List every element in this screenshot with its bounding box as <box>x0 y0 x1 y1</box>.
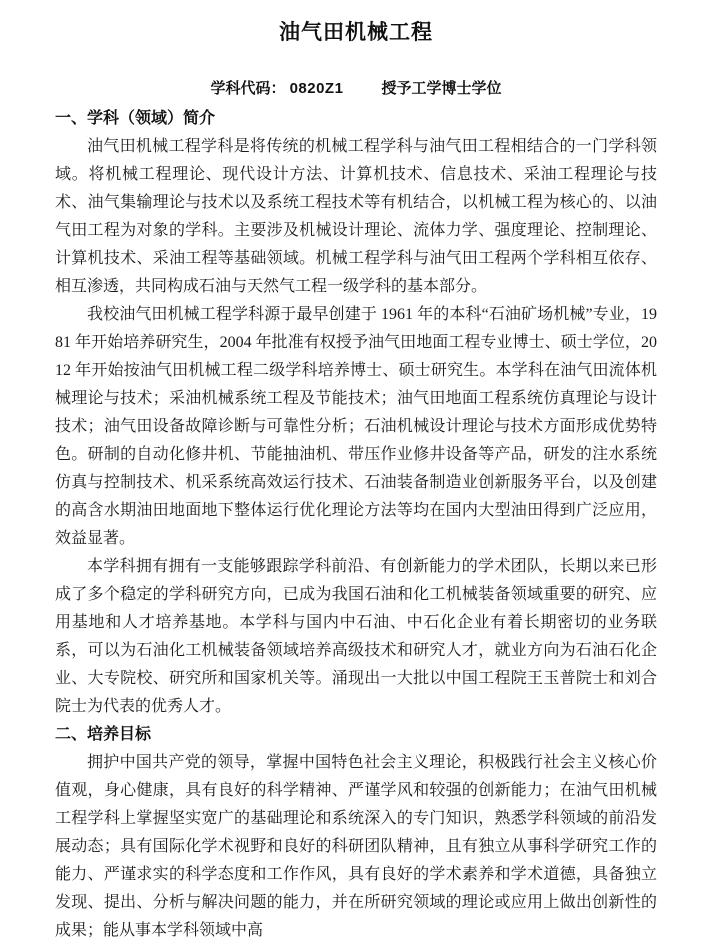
section-intro <box>55 105 657 721</box>
subject-code-value: 0820Z1 <box>289 80 344 97</box>
section-goals <box>55 721 657 945</box>
subject-code-label: 学科代码： <box>210 80 286 97</box>
section-heading-goals: 二、培养目标 <box>55 726 152 743</box>
section-heading-intro: 一、学科（领域）简介 <box>55 110 216 127</box>
degree-meta-line <box>55 78 657 99</box>
paragraph-intro-3: 本学科拥有拥有一支能够跟踪学科前沿、有创新能力的学术团队，长期以来已形成了多个稳定的学科研究方向，已成为我国石油和化工机械装备领域重要的研究、应用基地和人才培养基地。本学科与国内中石油、中石化企业有着长期密切的业务联系，可以为石油化工机械装备领域培养高级技术和研究人才，就业方向为石油石化企业、大专院校、研究所和国家机关等。涌现出一大批以中国工程院王玉普院士和刘合院士为代表的优秀人才。 <box>55 558 657 715</box>
document-title: 油气田机械工程 <box>279 21 433 44</box>
paragraph-intro-2: 我校油气田机械工程学科源于最早创建于 1961 年的本科“石油矿场机械”专业，1981 年开始培养研究生，2004 年批准有权授予油气田地面工程专业博士、硕士学位，2012 年开始按油气田机械工程二级学科培养博士、硕士研究生。本学科在油气田流体机械理论与技术；采油机械系统工程及节能技术；油气田地面工程系统仿真理论与设计技术；油气田设备故障诊断与可靠性分析；石油机械设计理论与技术方面形成优势特色。研制的自动化修井机、节能抽油机、带压作业修井设备等产品，研发的注水系统仿真与控制技术、机采系统高效运行技术、石油装备制造业创新服务平台，以及创建的高含水期油田地面地下整体运行优化理论方法等均在国内大型油田得到广泛应用，效益显著。 <box>55 306 657 547</box>
degree-awarded-text: 授予工学博士学位 <box>381 80 502 97</box>
paragraph-intro-1: 油气田机械工程学科是将传统的机械工程学科与油气田工程相结合的一门学科领域。将机械工程理论、现代设计方法、计算机技术、信息技术、采油工程理论与技术、油气集输理论与技术以及系统工程技术等有机结合，以机械工程为核心的、以油气田工程为对象的学科。主要涉及机械设计理论、流体力学、强度理论、控制理论、计算机技术、采油工程等基础领域。机械工程学科与油气田工程两个学科相互依存、相互渗透，共同构成石油与天然气工程一级学科的基本部分。 <box>55 138 657 295</box>
paragraph-goals-1: 拥护中国共产党的领导，掌握中国特色社会主义理论，积极践行社会主义核心价值观，身心健康，具有良好的科学精神、严谨学风和较强的创新能力；在油气田机械工程学科上掌握坚实宽广的基础理论和系统深入的专门知识，熟悉学科领域的前沿发展动态；具有国际化学术视野和良好的科研团队精神，且有独立从事科学研究工作的能力、严谨求实的科学态度和工作作风，具有良好的学术素养和学术道德，具备独立发现、提出、分析与解决问题的能力，并在所研究领域的理论或应用上做出创新性的成果；能从事本学科领域中高 <box>55 754 657 939</box>
